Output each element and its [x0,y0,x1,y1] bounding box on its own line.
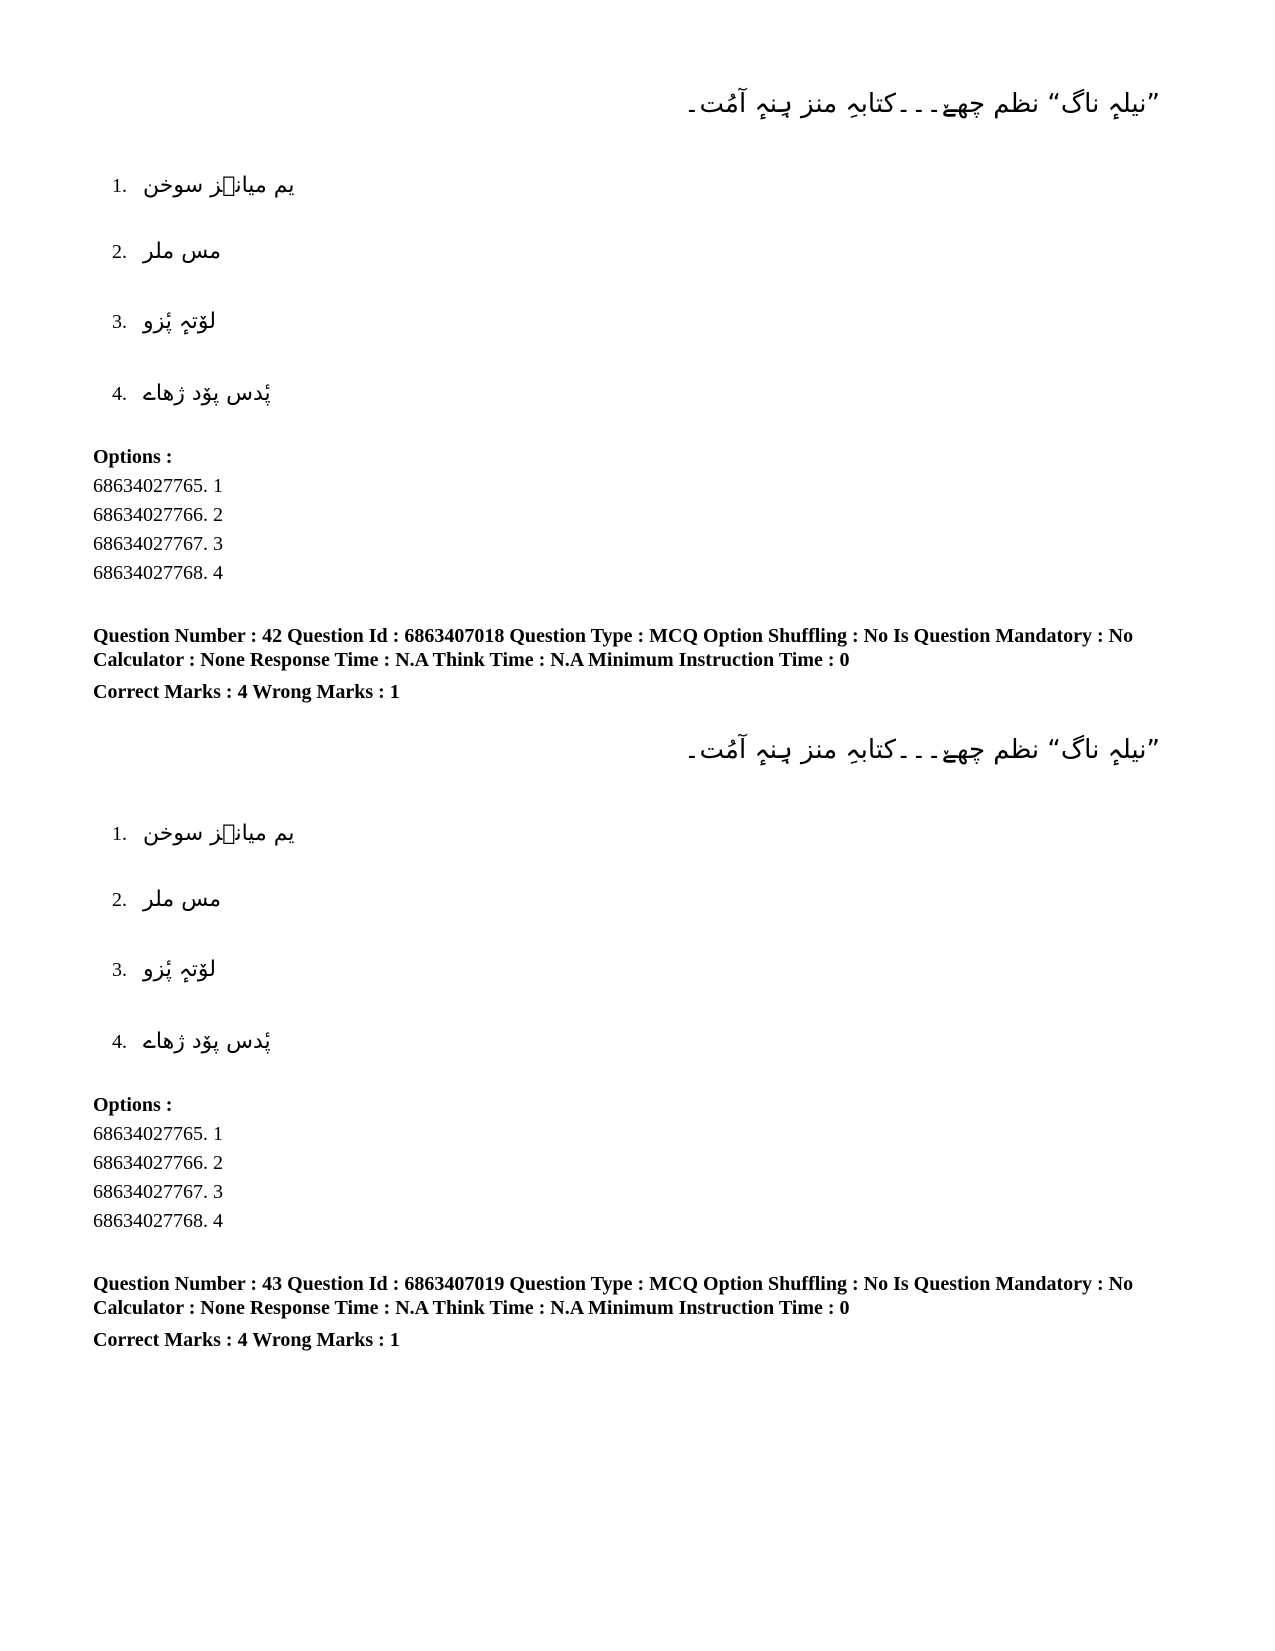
urdu-option-1 [112,816,295,852]
option-urdu-text: پٔدس پوٚد ژھاے [143,1029,271,1054]
option-urdu-text: یم میانٛز سوخن [143,173,295,198]
option-number: 1. [112,175,127,197]
option-urdu-text: پٔدس پوٚد ژھاے [143,381,271,406]
options-label: Options : [93,1094,173,1116]
urdu-question-text: ”نیلہٕ ناگ“ نظم چھےٚ۔۔۔کتابہِ منز ہِنہٕ آمُت۔ [684,89,1160,119]
option-number: 4. [112,383,127,405]
urdu-question-text: ”نیلہٕ ناگ“ نظم چھےٚ۔۔۔کتابہِ منز ہِنہٕ آمُت۔ [684,735,1160,765]
urdu-option-3 [112,952,216,988]
option-urdu-text: مس ملر [143,239,222,264]
marks-line: Correct Marks : 4 Wrong Marks : 1 [93,1329,400,1351]
option-number: 1. [112,823,127,845]
option-number: 2. [112,241,127,263]
urdu-option-2 [112,234,221,270]
option-id-line: 68634027767. 3 [93,1181,223,1203]
question-metadata: Question Number : 43 Question Id : 6863407019 Question Type : MCQ Option Shuffling : No Is Question Mandatory : No Calculator : None Response Time : N.A Think Time : N.A Minimum Instruction Time : 0 [93,1273,1134,1319]
option-number: 3. [112,311,127,333]
urdu-option-4 [112,1024,271,1060]
option-urdu-text: یم میانٛز سوخن [143,821,295,846]
option-urdu-text: مس ملر [143,887,222,912]
urdu-option-4 [112,376,271,412]
option-id-line: 68634027768. 4 [93,1210,223,1232]
option-number: 3. [112,959,127,981]
option-id-line: 68634027766. 2 [93,504,223,526]
option-urdu-text: لوٚتہٕ پٔزو [143,957,216,982]
question-metadata: Question Number : 42 Question Id : 6863407018 Question Type : MCQ Option Shuffling : No Is Question Mandatory : No Calculator : None Response Time : N.A Think Time : N.A Minimum Instruction Time : 0 [93,625,1134,671]
options-label: Options : [93,446,173,468]
option-id-line: 68634027768. 4 [93,562,223,584]
urdu-option-3 [112,304,216,340]
option-number: 2. [112,889,127,911]
option-id-line: 68634027767. 3 [93,533,223,555]
option-id-line: 68634027765. 1 [93,1123,223,1145]
marks-line: Correct Marks : 4 Wrong Marks : 1 [93,681,400,703]
option-urdu-text: لوٚتہٕ پٔزو [143,309,216,334]
urdu-option-2 [112,882,221,918]
option-id-line: 68634027765. 1 [93,475,223,497]
option-number: 4. [112,1031,127,1053]
urdu-option-1 [112,168,295,204]
option-id-line: 68634027766. 2 [93,1152,223,1174]
